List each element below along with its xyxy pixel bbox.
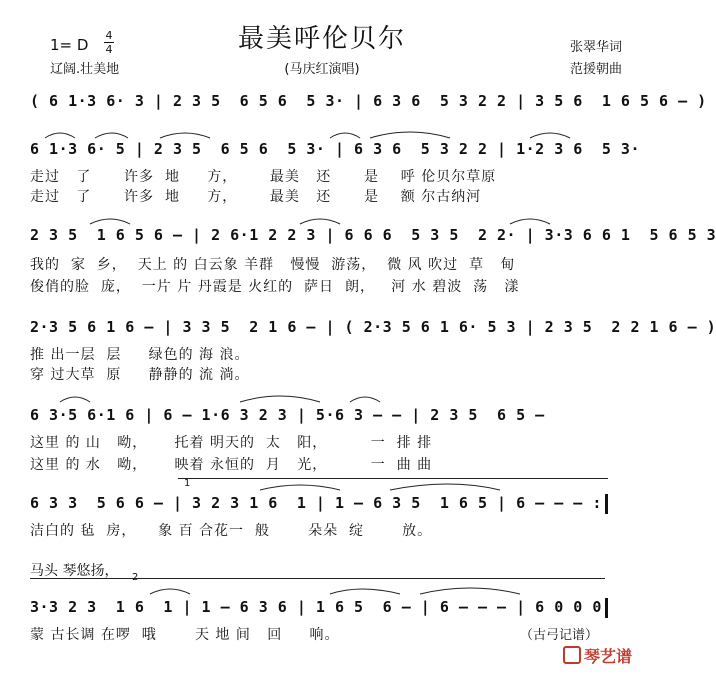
watermark-text: 琴艺谱 — [583, 647, 632, 666]
notation-line: 6 1·3 6· 5 | 2 3 5 6 5 6 5 3· | 6 3 6 5 3 2 2 | 1·2 3 6 5 3· — [30, 140, 640, 158]
slur-arc — [240, 396, 320, 402]
slur-arc — [60, 397, 90, 402]
lyric-line: 这里 的 山 呦， 托着 明天的 太 阳， 一 排 排 — [30, 435, 433, 451]
time-signature-bottom: 4 — [105, 43, 113, 56]
volta-2-label: 2 — [132, 572, 139, 583]
slur-arc — [350, 397, 380, 402]
lyric-line: 我的 家 乡， 天上 的 白云象 羊群 慢慢 游荡， 微 风 吹过 草 甸 — [30, 257, 516, 273]
notation-line: 3·3 2 3 1 6 1 | 1 – 6 3 6 | 1 6 5 6 – | 6 – – – | 6 0 0 0 — [30, 598, 602, 616]
slur-arc — [330, 589, 400, 594]
watermark-logo — [563, 644, 632, 667]
notation-line: ( 6 1·3 6· 3 | 2 3 5 6 5 6 5 3· | 6 3 6 5 3 2 2 | 3 5 6 1 6 5 6 – ) — [30, 92, 707, 110]
composer-credit: 范援朝曲 — [569, 62, 622, 77]
notation-line: 6 3·5 6·1 6 | 6 – 1·6 3 2 3 | 5·6 3 – – | 2 3 5 6 5 – — [30, 406, 545, 424]
lyric-line: 这里 的 水 呦， 映着 永恒的 月 光， 一 曲 曲 — [30, 457, 433, 473]
slur-arc — [510, 219, 550, 224]
extra-lyric: 马头 琴悠扬， — [30, 563, 119, 579]
slur-arc — [90, 219, 130, 224]
key-signature: 1= D — [50, 36, 89, 54]
slur-arc — [160, 133, 210, 138]
slur-arc — [300, 219, 340, 224]
lyric-line: 洁白的 毡 房， 象 百 合花一 般 朵朵 绽 放。 — [30, 523, 433, 539]
slur-arc — [45, 133, 75, 138]
slur-arc — [390, 484, 500, 490]
slur-arc — [370, 132, 450, 138]
lyricist-credit: 张翠华词 — [569, 40, 622, 55]
slur-arc — [330, 133, 360, 138]
logo-icon — [563, 646, 581, 664]
lyric-line: 穿 过大草 原 静静的 流 淌。 — [30, 367, 250, 383]
slur-arc — [95, 133, 128, 138]
lyric-line: 蒙 古长调 在啰 哦 天 地 间 回 响。 — [30, 627, 340, 643]
notation-line: 2 3 5 1 6 5 6 – | 2 6·1 2 2 3 | 6 6 6 5 3 5 2 2· | 3·3 6 6 1 5 6 5 3 — [30, 226, 716, 244]
lyric-line: 俊俏的脸 庞， 一片 片 丹霞是 火红的 萨日 朗， 河 水 碧波 荡 漾 — [30, 279, 520, 295]
time-signature-top: 4 — [105, 29, 113, 42]
slur-arc — [420, 588, 520, 594]
slur-arc — [260, 485, 340, 490]
lyric-line: 走过 了 许多 地 方， 最美 还 是 呼 伦贝尔草原 — [30, 169, 497, 185]
tempo-marking: 辽阔.壮美地 — [50, 62, 120, 77]
singer-credit: (马庆红演唱) — [284, 62, 360, 77]
volta-1-label: 1 — [184, 478, 191, 489]
slur-arc — [530, 133, 570, 138]
notation-line: 6 3 3 5 6 6 – | 3 2 3 1 6 1 | 1 – 6 3 5 1 6 5 | 6 – – – : — [30, 494, 602, 512]
lyric-line: 推 出一层 层 绿色的 海 浪。 — [30, 347, 250, 363]
notation-line: 2·3 5 6 1 6 – | 3 3 5 2 1 6 – | ( 2·3 5 6 1 6· 5 3 | 2 3 5 2 2 1 6 – ) — [30, 318, 716, 336]
lyric-line: 走过 了 许多 地 方， 最美 还 是 额 尔古纳河 — [30, 189, 482, 205]
song-title: 最美呼伦贝尔 — [237, 24, 406, 54]
transcriber-note: （古弓记谱） — [520, 628, 599, 643]
slur-arc — [150, 589, 190, 594]
